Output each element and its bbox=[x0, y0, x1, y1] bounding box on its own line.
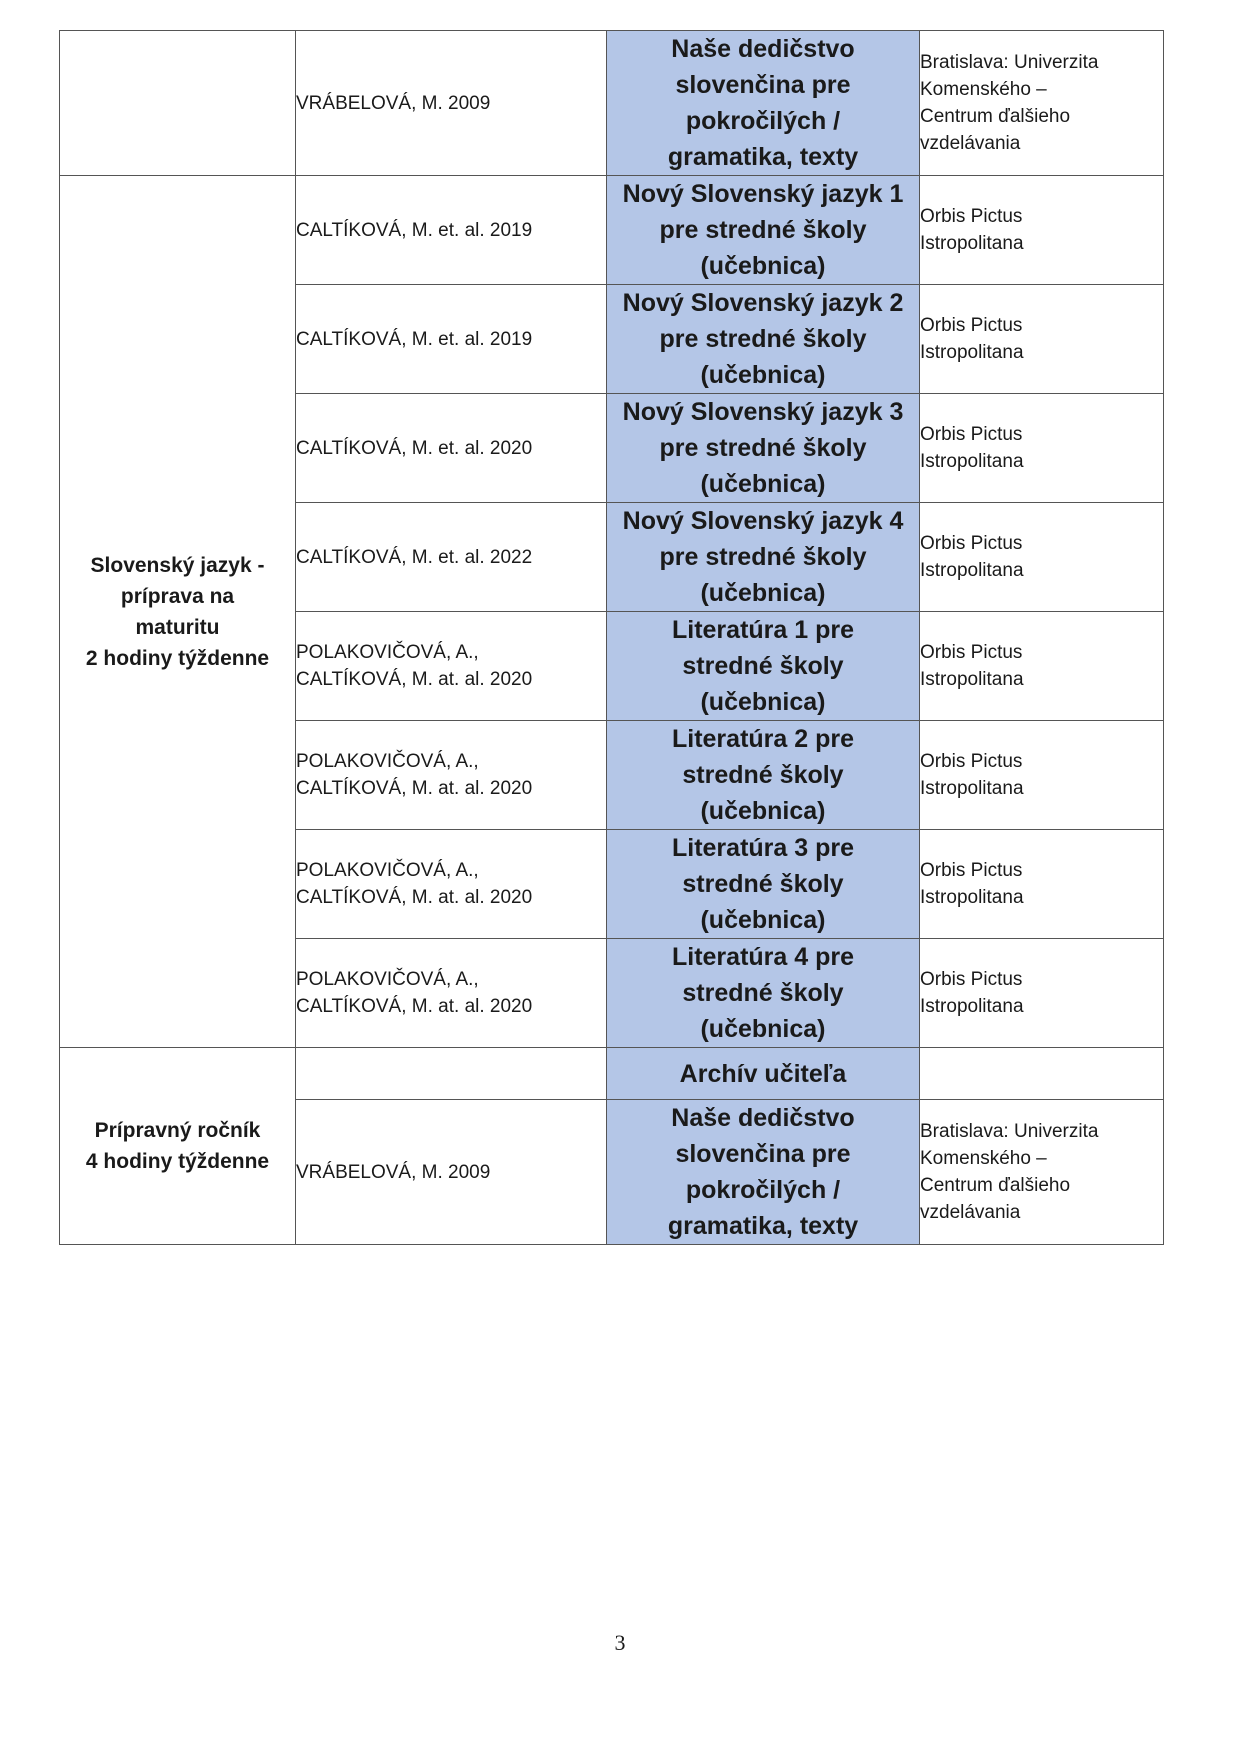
text-line: Istropolitana bbox=[920, 887, 1024, 908]
text-line: Archív učiteľa bbox=[679, 1059, 847, 1088]
publisher-cell bbox=[920, 394, 1164, 503]
publisher-cell bbox=[920, 830, 1164, 939]
text-line: Naše dedičstvo bbox=[671, 1104, 855, 1132]
text-line: Bratislava: Univerzita bbox=[920, 52, 1099, 73]
text-line: pre stredné školy bbox=[659, 216, 867, 244]
text-line: Istropolitana bbox=[920, 560, 1024, 581]
text-line: Istropolitana bbox=[920, 233, 1024, 254]
author-cell bbox=[296, 1100, 607, 1245]
author-cell bbox=[296, 285, 607, 394]
text-line: Istropolitana bbox=[920, 778, 1024, 799]
text-line: stredné školy bbox=[682, 870, 844, 898]
text-line: CALTÍKOVÁ, M. at. al. 2020 bbox=[296, 887, 533, 908]
title-cell bbox=[607, 612, 920, 721]
text-line: POLAKOVIČOVÁ, A., bbox=[296, 642, 479, 663]
text-line: CALTÍKOVÁ, M. et. al. 2022 bbox=[296, 546, 533, 568]
text-line: Orbis Pictus bbox=[920, 206, 1023, 227]
text-line: CALTÍKOVÁ, M. et. al. 2019 bbox=[296, 328, 533, 350]
publisher-cell bbox=[920, 31, 1164, 176]
text-line: Literatúra 1 pre bbox=[671, 616, 854, 644]
text-line: Centrum ďalšieho bbox=[920, 1175, 1071, 1196]
text-line: Istropolitana bbox=[920, 669, 1024, 690]
subject-cell-empty bbox=[60, 31, 296, 176]
text-line: vzdelávania bbox=[920, 133, 1021, 154]
text-line: Naše dedičstvo bbox=[671, 35, 855, 63]
author-cell bbox=[296, 939, 607, 1048]
subject-cell-maturita bbox=[60, 176, 296, 1048]
publisher-cell bbox=[920, 721, 1164, 830]
author-cell bbox=[296, 503, 607, 612]
text-line: 4 hodiny týždenne bbox=[85, 1150, 270, 1173]
text-line: slovenčina pre bbox=[675, 1140, 851, 1168]
text-line: Nový Slovenský jazyk 2 bbox=[622, 289, 904, 317]
text-line: pre stredné školy bbox=[659, 325, 867, 353]
title-cell bbox=[607, 394, 920, 503]
title-cell bbox=[607, 31, 920, 176]
title-cell bbox=[607, 830, 920, 939]
text-line: Orbis Pictus bbox=[920, 315, 1023, 336]
text-line: Literatúra 2 pre bbox=[671, 725, 854, 753]
text-line: Istropolitana bbox=[920, 451, 1024, 472]
text-line: Literatúra 3 pre bbox=[671, 834, 854, 862]
publisher-cell bbox=[920, 612, 1164, 721]
text-line: maturitu bbox=[135, 615, 220, 639]
title-cell bbox=[607, 176, 920, 285]
publisher-cell bbox=[920, 503, 1164, 612]
title-cell bbox=[607, 285, 920, 394]
author-cell bbox=[296, 1048, 607, 1100]
subject-cell-pripravny bbox=[60, 1048, 296, 1245]
text-line: CALTÍKOVÁ, M. et. al. 2019 bbox=[296, 219, 533, 241]
text-line: VRÁBELOVÁ, M. 2009 bbox=[296, 92, 491, 114]
table-row bbox=[60, 1048, 1164, 1100]
text-line: POLAKOVIČOVÁ, A., bbox=[296, 751, 479, 772]
text-line: Komenského – bbox=[920, 79, 1047, 100]
publisher-cell bbox=[920, 1048, 1164, 1100]
author-cell bbox=[296, 31, 607, 176]
text-line: (učebnica) bbox=[700, 797, 826, 825]
text-line: príprava na bbox=[120, 584, 235, 608]
text-line: Slovenský jazyk - bbox=[90, 553, 265, 577]
text-line: (učebnica) bbox=[700, 361, 826, 389]
text-line: Istropolitana bbox=[920, 342, 1024, 363]
text-line: POLAKOVIČOVÁ, A., bbox=[296, 969, 479, 990]
text-line: slovenčina pre bbox=[675, 71, 851, 99]
text-line: stredné školy bbox=[682, 652, 844, 680]
publisher-cell bbox=[920, 1100, 1164, 1245]
text-line: Nový Slovenský jazyk 3 bbox=[622, 398, 904, 426]
text-line: Orbis Pictus bbox=[920, 860, 1023, 881]
title-cell bbox=[607, 503, 920, 612]
text-line: Nový Slovenský jazyk 1 bbox=[622, 180, 904, 208]
author-cell bbox=[296, 830, 607, 939]
title-cell bbox=[607, 721, 920, 830]
text-line: Orbis Pictus bbox=[920, 751, 1023, 772]
author-cell bbox=[296, 176, 607, 285]
text-line: CALTÍKOVÁ, M. at. al. 2020 bbox=[296, 778, 533, 799]
text-line: gramatika, texty bbox=[667, 143, 859, 171]
text-line: pre stredné školy bbox=[659, 543, 867, 571]
text-line: (učebnica) bbox=[700, 1015, 826, 1043]
text-line: pokročilých / bbox=[685, 1176, 841, 1204]
textbook-table bbox=[59, 30, 1164, 1245]
text-line: VRÁBELOVÁ, M. 2009 bbox=[296, 1161, 491, 1183]
text-line: Orbis Pictus bbox=[920, 642, 1023, 663]
text-line: POLAKOVIČOVÁ, A., bbox=[296, 860, 479, 881]
text-line: vzdelávania bbox=[920, 1202, 1021, 1223]
author-cell bbox=[296, 612, 607, 721]
publisher-cell bbox=[920, 939, 1164, 1048]
text-line: (učebnica) bbox=[700, 688, 826, 716]
publisher-cell bbox=[920, 285, 1164, 394]
text-line: (učebnica) bbox=[700, 906, 826, 934]
text-line: Komenského – bbox=[920, 1148, 1047, 1169]
text-line: (učebnica) bbox=[700, 470, 826, 498]
text-line: pre stredné školy bbox=[659, 434, 867, 462]
publisher-cell bbox=[920, 176, 1164, 285]
text-line: pokročilých / bbox=[685, 107, 841, 135]
title-cell bbox=[607, 1100, 920, 1245]
text-line: Nový Slovenský jazyk 4 bbox=[622, 507, 904, 535]
text-line: Literatúra 4 pre bbox=[671, 943, 854, 971]
text-line: CALTÍKOVÁ, M. at. al. 2020 bbox=[296, 996, 533, 1017]
text-line: Prípravný ročník bbox=[94, 1119, 261, 1142]
text-line: Orbis Pictus bbox=[920, 533, 1023, 554]
text-line: Istropolitana bbox=[920, 996, 1024, 1017]
table-row bbox=[60, 31, 1164, 176]
text-line: Centrum ďalšieho bbox=[920, 106, 1071, 127]
title-cell bbox=[607, 939, 920, 1048]
author-cell bbox=[296, 394, 607, 503]
table-row bbox=[60, 176, 1164, 285]
text-line: (učebnica) bbox=[700, 252, 826, 280]
text-line: (učebnica) bbox=[700, 579, 826, 607]
author-cell bbox=[296, 721, 607, 830]
text-line: stredné školy bbox=[682, 979, 844, 1007]
text-line: stredné školy bbox=[682, 761, 844, 789]
text-line: CALTÍKOVÁ, M. et. al. 2020 bbox=[296, 437, 533, 459]
page-number: 3 bbox=[614, 1630, 626, 1655]
text-line: Orbis Pictus bbox=[920, 424, 1023, 445]
text-line: Bratislava: Univerzita bbox=[920, 1121, 1099, 1142]
title-cell bbox=[607, 1048, 920, 1100]
text-line: Orbis Pictus bbox=[920, 969, 1023, 990]
text-line: CALTÍKOVÁ, M. at. al. 2020 bbox=[296, 669, 533, 690]
text-line: 2 hodiny týždenne bbox=[85, 646, 270, 670]
text-line: gramatika, texty bbox=[667, 1212, 859, 1240]
